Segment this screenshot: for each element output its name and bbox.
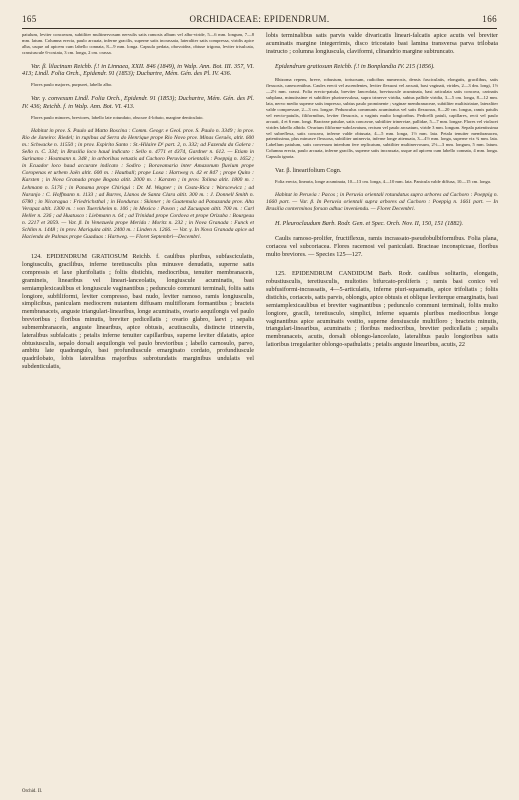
variety-heading: Var. β. linearifolium Cogn. <box>275 167 342 175</box>
description-continuation: patulum, leviter concavum, subtiliter multinervosum nervulis satis ramosis album vel albo-viride, 5—6 mm. longum, 7—8 mm. latum. Columna erecta, paulo arcuata, inferne gracilis, superne satis incrassata, lateraliter satis compressa, viridis apice alba, usque ad apicem cum labello connata, 8—9 mm. longa. Capsula pedata, obovoidea, obtuse trigona, leviter trisulcata, crassiuscule 6-costata, 3 cm. longa, 2 cm. crassa. <box>22 32 254 55</box>
species-description: Rhizoma repens, breve, robustum, tortuosum, radicibus numerosis, densis fasciculatis, elongatis, gracilibus, satis flexuosis, canescentibus. Caules erecti vel ascendentes, leviter flexuosi vel arcuati, basi vaginati, virides, 2—3 dm. longi, 1½—2½ mm. crassi. Folia erecto-patula, breviter lanceolata, breviuscule acuminata, basi articulata satis concava, carinatis subplana, minutissime et subtiliter plurinervulosa, supra trinerve viridia, subtus pallide viridia, 3—5 cm. longa, 8—12 mm. lata, nervo medio superne satis impresso, subtus paulo prominente ; vaginae membranaceae, subtiliter multistriatae, lateraliter valde compressae, 2—3 cm. longae. Pedunculus communis acuminatus vel satis flexuosus, 8—20 cm. longus, ramis patulis vel erecto-patulis, filiformibus, leviter flexuosis, a vaginis multo longioribus. Pedicelli patuli, capillares, recti vel paulo arcuati, 4 et 6 mm. longi. Bracteae patulae, satis concavae, subtiliter trinerviae, pallidae, 5—7 mm. longae. Flores vel violacei virides labello albido. Ovarium filiforme-subclavatum, rectum vel paulo arcuatum, viride 3 mm. longum. Sepala patentissima vel subreflexa, satis concava, inferne valde obtusata, 4—5 mm. longa, 1½ mm. lata. Petala tenuiter membranacea, patentissima, plus minusve flexuosa, subtiliter uninervia, inferne longe attenuata, 3—4½ mm. longa, superne vix ¾ mm. lata. Labellum patulum, satis convexum interdum fere replicatum, subtiliter multinervosum, 2½—3 mm. longum, 5 mm. latum. Columna erecta, paulo arcuata, inferne gracilis, superne satis incrassata, usque ad apicem cum labello connata, 4 mm. longa. Capsula ignota. <box>266 77 498 160</box>
variety-description: Folia erecta, linearia, longe acuminata, 10—13 cm. longa, 4—10 mm. lata. Panicula valde diffusa, 10—15 cm. longa. <box>275 178 492 184</box>
section-description: Caulis ramoso-prolifer, fructiflexus, ramis incrassato-pseudobulbiformibus. Folia plana, coriacea vel subcoriacea. Flores racemosi vel paniculati. Bracteae inconspicuae, floribus multo breviores. — Species 125—127. <box>266 234 498 258</box>
variety-gamma-heading: Var. γ. convexum Lindl. Folia Orch., Epidendr. 91 (1853); Duchartre, Mém. Gén. des Pl. IV. 436; Reichb. f. in Walp. Ann. Bot. VI. 413. <box>22 95 254 111</box>
habitat-paragraph: Habitat in prov. S. Paulo ad Matto Boscina : Comm. Geogr. e Geol. prov. S. Paulo n. 3349 ; in prov. Rio de Janeiro: Riedel; in rupibus ad Serra do Henrique prope Rio Novo prov. Minas Geraës, altit. 600 m.: Schwacke n. 11550 ; in prov. Espirito Santo : St.-Hilaire D¹ part. 2, n. 332; ad Fazenda da Galera : Sello n. C. 334; in Brasilia loco haud indicato : Sello n. 4771 et 4374, Gardner n. 612. — Etiam in Surinamo : Hostmann n. 348 ; in arboribus vetustis ad Cachoro Peruviae orientalis : Poeppig n. 1652 ; in Ecuador loco haud accurate indicato : Sodiro ; Boravamaria inter Amazonum fluvium prope Coropenas et urbem Jaën altit. 600 m. : Hauthall; prope Loxa : Hartweg n. 42 et 847 ; prope Quito : Karsten ; in Nova Granada prope Bogota altit. 2000 m. : Karsten ; in prov. Tolima altit. 1800 m. : Lehmann n. 5176 ; in Panama prope Chiriqui : Dr. M. Wagner ; in Costa-Rica : Warscewicz ; ad Naranjo : C. Hoffmann n. 1133 ; ad Barres, Llanos de Santa Clara altit. 300 m. : J. Donnell Smith n. 6780 ; in Nicaragua : Friedrichsthal ; in Honduras : Skinner ; in Guatemala ad Panazanda prov. Alta Verapaz altit. 1300 m. : von Tuerckheim n. 106 ; in Mexico : Pavon ; ad Zacuapan altit. 700 m. : Carl Heller n. 236 ; ad Huatusco : Liebmann n. 64 ; ad Trinidad prope Cordova et prope Orizaba : Bourgeau n. 2217 et 3059. — Var. β. In Venezuela prope Merida : Moritz n. 232 ; in Nova Granada : Funck et Schlim n. 1448 ; in prov. Mariquita altit. 2400 m. : Linden n. 1266. — Var. γ. In Nova Granada apice ad Hacienda de Palmas prope Guaduas : Hartweg. — Floret Septembri—Decembri. <box>22 127 254 241</box>
habitat-paragraph: Habitat in Peruvia : Pacos ; in Peruvia orientali rotundatus supra arbores ad Cachoro : Poeppig n. 1660 part. — Var. β. In Peruvia orientali supra arbores ad Cachoro : Poeppig n. 1661 part. — In Brasilia conterminos forsan adhuc inveniendu. — Floret Decembri. <box>266 191 498 212</box>
species-124-body: caulibus pluribus, subfasciculatis, longiusculis, gracilibus, inferne teretiusculis plus minusve denudatis, superne satis compressis et laxe plurifoliatis ; foliis distichis, mediocribus, tenuiter membranaceis, gramineis, linearibus vel lineari-lanceolatis, longiuscule acuminatis, basi semiamplexicaulibus et longiuscule vaginantibus ; pedunculo communi terminali, foliis satis longiore, subfiliformi, leviter compresso, basi nudo, leviter ramoso, ramis longiusculis, simplicibus, paniculam mediocrem nutantem diffusam multifloram formantibus ; bracteis membranaceis, anguste triangulari-linearibus, longe acuminatis, ovario aequilongis vel paulo brevioribus ; floribus minutis, breviter pedicellatis ; ovario glabro, laevi ; sepalis submembranaceis, anguste linearibus, apice obtusis, acutiusculis, distincte trinerviis, lateralibus subfalcatis ; petalis inferne tenuiter capillaribus, superne leviter dilatatis, apice obtusiusculis, sepalo dorsali aequilongis vel paulo brevioribus ; labello carnosulo, parvo, ambitu late quadrangulo, basi profundiuscule emarginato cordato, profundiuscule quadrilobato, lobis lateralibus majoribus subrotundatis marginibus undulatis vel subdenticulatis, <box>22 253 254 371</box>
species-125-entry <box>266 270 498 348</box>
variety-beta-description: Flores paulo majores, purpurei, labello albo. <box>31 82 113 88</box>
species-125-body: caulibus solitariis, elongatis, robustiusculis, teretiusculis, multoties bifurcato-proliferis ; ramis basi conico vel subfusiformi-incrassatis, 4—5-articulatis, inferne piuri-squamatis, apice trifoliatis ; foliis distichis, coriaceis, satis parvis, oblongis, apice obtusis et oblique leviterque emarginatis, basi semiamplexicaulibus et breviter vaginantibus ; pedunculo communi terminali, foliis multo longiore, gracili, teretiusculo, simplici, inferne squamis pluribus mediocribus longe vaginantibus apice acuminatis vestito, superne densiuscule multiflorо ; bracteis minutis, triangulari-linearibus, acuminatis ; floribus mediocribus, breviter pedicellatis ; sepalis membranaceis, acutis, dorsali oblongo-lanceolato, lateralibus paulo longioribus satis latioribus irregulariter oblongo-spathulatis ; petalis anguste linearibus, acutis, 22 <box>266 270 498 349</box>
species-124-entry <box>22 253 254 371</box>
section-heading: H. Pleuroclaudum Barb. Rodr. Gen. et Spec. Orch. Nov. II, 150, 151 (1882). <box>275 220 464 228</box>
running-header <box>22 14 497 26</box>
running-title: ORCHIDACEAE: EPIDENDRUM. <box>189 14 330 24</box>
left-column <box>22 32 254 784</box>
citation: Epidendrum gratiosum Reichb. f.! in Bonplandia IV. 215 (1856). <box>275 62 435 70</box>
left-page-number: 165 <box>22 14 37 24</box>
right-column <box>266 32 498 784</box>
variety-beta-heading: Var. β. lilacinum Reichb. f.! in Linnaea, XXII. 846 (1849), in Walp. Ann. Bot. III. 357, VI. 413; Lindl. Folia Orch., Epidendr. 91 (1853); Duchartre, Mém. Gén. des Pl. IV. 436. <box>22 62 254 78</box>
species-125-title: 125. EPIDENDRUM CANDIDUM Barb. Rodr. <box>275 270 413 278</box>
diagnosis-continuation: lobis terminalibus satis parvis valde divaricatis lineari-falcatis apice acutis vel breviter acuminatis margine integerrimis, disco tricostato basi lamina transversa parva trilobata instructo ; columna longiuscula, claviformi, clinandrio margine subtruncato. <box>266 32 498 55</box>
footer-note: Orchid. II. <box>22 789 43 794</box>
right-page-number: 166 <box>482 14 497 24</box>
variety-gamma-description: Flores paulo minores, breviores, labello late rotundato, obscure 4-lobato, margine denticulato. <box>31 114 204 120</box>
header-rule <box>22 28 497 29</box>
species-124-title: 124. EPIDENDRUM GRATIOSUM Reichb. f. <box>31 253 160 261</box>
